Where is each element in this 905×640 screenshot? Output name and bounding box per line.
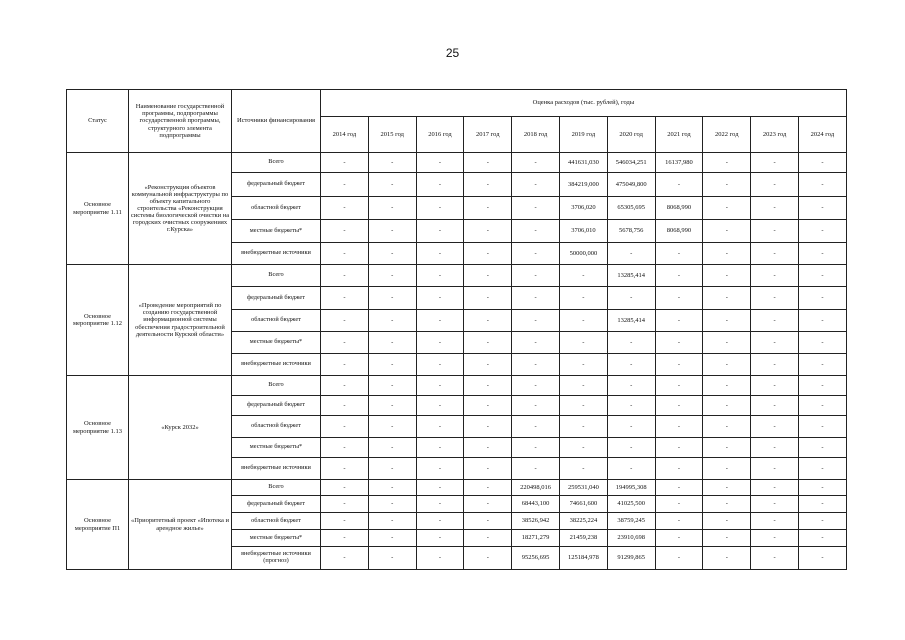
value-cell: - [321, 496, 369, 513]
value-cell: - [798, 173, 846, 197]
value-cell: - [512, 396, 560, 416]
value-cell: - [655, 496, 703, 513]
value-cell: - [368, 173, 416, 197]
value-cell: - [368, 265, 416, 287]
value-cell: - [416, 547, 464, 570]
program-name-cell: «Приоритетный проект «Ипотека и арендное жилье» [129, 480, 232, 570]
value-cell: - [703, 243, 751, 265]
value-cell: - [703, 496, 751, 513]
value-cell: - [751, 354, 799, 376]
value-cell: - [559, 265, 607, 287]
value-cell: - [751, 332, 799, 354]
value-cell: - [559, 354, 607, 376]
value-cell: - [464, 173, 512, 197]
value-cell: - [703, 197, 751, 220]
value-cell: - [368, 287, 416, 310]
value-cell: 68443,100 [512, 496, 560, 513]
value-cell: - [703, 396, 751, 416]
value-cell: - [321, 310, 369, 332]
value-cell: 38526,942 [512, 513, 560, 530]
value-cell: - [416, 287, 464, 310]
value-cell: 125184,978 [559, 547, 607, 570]
value-cell: - [321, 153, 369, 173]
value-cell: - [512, 197, 560, 220]
value-cell: - [751, 197, 799, 220]
value-cell: - [703, 458, 751, 480]
value-cell: - [655, 287, 703, 310]
value-cell: - [416, 530, 464, 547]
value-cell: - [559, 438, 607, 458]
status-cell: Основное мероприятие 1.12 [67, 265, 129, 376]
value-cell: - [368, 513, 416, 530]
value-cell: - [751, 496, 799, 513]
program-name-cell: «Реконструкция объектов коммунальной инфраструктуры по объекту капитального строительства «Реконструкция системы биологической очистки на городских очистных сооружениях г.Курска» [129, 153, 232, 265]
value-cell: 74661,600 [559, 496, 607, 513]
value-cell: - [464, 220, 512, 243]
value-cell: 475049,800 [607, 173, 655, 197]
value-cell: - [464, 396, 512, 416]
value-cell: - [368, 496, 416, 513]
funding-source-cell: областной бюджет [232, 197, 321, 220]
value-cell: - [512, 287, 560, 310]
header-year: 2024 год [798, 117, 846, 153]
value-cell: 5678,756 [607, 220, 655, 243]
status-cell: Основное мероприятие П1 [67, 480, 129, 570]
funding-source-cell: Всего [232, 265, 321, 287]
funding-source-cell: местные бюджеты* [232, 332, 321, 354]
program-name-cell: «Проведение мероприятий по созданию государственной информационной системы обеспечения градостроительной деятельности Курской области» [129, 265, 232, 376]
value-cell: - [416, 438, 464, 458]
value-cell: - [798, 416, 846, 438]
value-cell: - [607, 396, 655, 416]
value-cell: - [416, 376, 464, 396]
value-cell: - [559, 376, 607, 396]
header-year: 2022 год [703, 117, 751, 153]
value-cell: - [751, 416, 799, 438]
value-cell: - [512, 354, 560, 376]
value-cell: 65305,695 [607, 197, 655, 220]
value-cell: - [703, 480, 751, 496]
value-cell: - [321, 173, 369, 197]
value-cell: 95256,695 [512, 547, 560, 570]
value-cell: - [368, 197, 416, 220]
value-cell: - [703, 173, 751, 197]
value-cell: - [416, 332, 464, 354]
funding-source-cell: внебюджетные источники [232, 354, 321, 376]
value-cell: - [751, 243, 799, 265]
value-cell: - [416, 173, 464, 197]
funding-source-cell: областной бюджет [232, 310, 321, 332]
value-cell: - [416, 496, 464, 513]
value-cell: 16137,980 [655, 153, 703, 173]
value-cell: - [464, 496, 512, 513]
value-cell: - [368, 458, 416, 480]
value-cell: 3706,010 [559, 220, 607, 243]
value-cell: - [703, 547, 751, 570]
table-row [67, 480, 847, 496]
value-cell: - [751, 310, 799, 332]
header-year: 2014 год [321, 117, 369, 153]
funding-source-cell: областной бюджет [232, 416, 321, 438]
value-cell: - [798, 197, 846, 220]
funding-source-cell: Всего [232, 376, 321, 396]
funding-source-cell: федеральный бюджет [232, 496, 321, 513]
value-cell: - [416, 265, 464, 287]
header-year: 2019 год [559, 117, 607, 153]
value-cell: - [416, 197, 464, 220]
value-cell: - [321, 396, 369, 416]
header-year: 2018 год [512, 117, 560, 153]
header-status: Статус [67, 90, 129, 153]
value-cell: - [464, 243, 512, 265]
value-cell: - [655, 547, 703, 570]
value-cell: - [798, 496, 846, 513]
value-cell: - [512, 416, 560, 438]
value-cell: - [751, 376, 799, 396]
value-cell: - [464, 530, 512, 547]
value-cell: 259531,040 [559, 480, 607, 496]
header-year: 2017 год [464, 117, 512, 153]
value-cell: - [368, 243, 416, 265]
value-cell: - [512, 438, 560, 458]
value-cell: - [607, 438, 655, 458]
value-cell: - [655, 173, 703, 197]
value-cell: - [416, 153, 464, 173]
value-cell: 91299,865 [607, 547, 655, 570]
value-cell: - [703, 438, 751, 458]
value-cell: 3706,020 [559, 197, 607, 220]
value-cell: - [607, 354, 655, 376]
value-cell: - [798, 287, 846, 310]
funding-source-cell: внебюджетные источники (прогноз) [232, 547, 321, 570]
value-cell: - [512, 265, 560, 287]
funding-source-cell: местные бюджеты* [232, 530, 321, 547]
value-cell: 8068,990 [655, 220, 703, 243]
page-number: 25 [445, 46, 460, 60]
value-cell: - [416, 416, 464, 438]
value-cell: - [464, 458, 512, 480]
value-cell: - [464, 197, 512, 220]
header-program-name: Наименование государственной программы, подпрограммы государственной программы, структурного элемента подпрограммы [129, 90, 232, 153]
header-year: 2015 год [368, 117, 416, 153]
value-cell: - [798, 513, 846, 530]
value-cell: - [464, 438, 512, 458]
value-cell: - [512, 243, 560, 265]
value-cell: - [655, 513, 703, 530]
value-cell: - [512, 310, 560, 332]
value-cell: - [751, 530, 799, 547]
value-cell: - [368, 530, 416, 547]
value-cell: - [464, 376, 512, 396]
value-cell: - [368, 354, 416, 376]
value-cell: - [703, 265, 751, 287]
value-cell: - [751, 287, 799, 310]
value-cell: 23910,698 [607, 530, 655, 547]
value-cell: - [751, 547, 799, 570]
value-cell: - [464, 547, 512, 570]
funding-source-cell: местные бюджеты* [232, 438, 321, 458]
header-year: 2016 год [416, 117, 464, 153]
value-cell: - [751, 173, 799, 197]
value-cell: - [321, 438, 369, 458]
value-cell: - [321, 354, 369, 376]
value-cell: 38225,224 [559, 513, 607, 530]
value-cell: - [464, 480, 512, 496]
value-cell: - [798, 243, 846, 265]
value-cell: - [416, 354, 464, 376]
value-cell: - [655, 480, 703, 496]
value-cell: - [798, 530, 846, 547]
header-expenses-title: Оценка расходов (тыс. рублей), годы [321, 90, 847, 117]
value-cell: 546034,251 [607, 153, 655, 173]
funding-source-cell: федеральный бюджет [232, 396, 321, 416]
value-cell: - [751, 458, 799, 480]
value-cell: - [798, 332, 846, 354]
value-cell: - [703, 287, 751, 310]
value-cell: - [655, 265, 703, 287]
value-cell: - [321, 265, 369, 287]
value-cell: - [368, 220, 416, 243]
value-cell: 194995,308 [607, 480, 655, 496]
value-cell: - [368, 438, 416, 458]
value-cell: - [607, 243, 655, 265]
value-cell: - [559, 458, 607, 480]
value-cell: - [703, 416, 751, 438]
expenses-table [66, 89, 847, 570]
status-cell: Основное мероприятие 1.11 [67, 153, 129, 265]
table-body [67, 153, 847, 570]
value-cell: - [751, 153, 799, 173]
value-cell: - [416, 310, 464, 332]
value-cell: 220498,016 [512, 480, 560, 496]
value-cell: - [655, 458, 703, 480]
value-cell: - [607, 376, 655, 396]
funding-source-cell: Всего [232, 153, 321, 173]
value-cell: - [655, 416, 703, 438]
value-cell: - [416, 480, 464, 496]
value-cell: 41025,500 [607, 496, 655, 513]
value-cell: 50000,000 [559, 243, 607, 265]
value-cell: - [607, 332, 655, 354]
value-cell: - [464, 287, 512, 310]
value-cell: - [321, 480, 369, 496]
value-cell: - [512, 458, 560, 480]
value-cell: - [321, 458, 369, 480]
value-cell: - [703, 376, 751, 396]
value-cell: - [559, 287, 607, 310]
value-cell: - [512, 220, 560, 243]
funding-source-cell: Всего [232, 480, 321, 496]
value-cell: 21459,238 [559, 530, 607, 547]
value-cell: - [798, 438, 846, 458]
value-cell: - [559, 396, 607, 416]
value-cell: - [798, 396, 846, 416]
value-cell: - [321, 332, 369, 354]
value-cell: - [464, 265, 512, 287]
header-year: 2021 год [655, 117, 703, 153]
value-cell: - [321, 197, 369, 220]
value-cell: 8068,990 [655, 197, 703, 220]
value-cell: - [416, 220, 464, 243]
value-cell: - [655, 376, 703, 396]
table-row [67, 153, 847, 173]
value-cell: - [655, 310, 703, 332]
value-cell: - [416, 458, 464, 480]
value-cell: - [321, 376, 369, 396]
value-cell: - [464, 153, 512, 173]
value-cell: - [703, 530, 751, 547]
value-cell: - [416, 396, 464, 416]
value-cell: - [512, 376, 560, 396]
value-cell: - [512, 153, 560, 173]
value-cell: - [655, 354, 703, 376]
value-cell: - [464, 416, 512, 438]
value-cell: - [751, 513, 799, 530]
value-cell: 384219,000 [559, 173, 607, 197]
value-cell: - [655, 530, 703, 547]
table-row [67, 376, 847, 396]
value-cell: - [751, 220, 799, 243]
value-cell: - [798, 220, 846, 243]
value-cell: - [464, 310, 512, 332]
value-cell: - [655, 332, 703, 354]
value-cell: - [751, 438, 799, 458]
value-cell: - [751, 480, 799, 496]
header-sources: Источники финансирования [232, 90, 321, 153]
value-cell: 18271,279 [512, 530, 560, 547]
value-cell: - [321, 547, 369, 570]
value-cell: - [416, 243, 464, 265]
value-cell: - [368, 480, 416, 496]
value-cell: - [798, 458, 846, 480]
value-cell: - [607, 458, 655, 480]
funding-source-cell: федеральный бюджет [232, 287, 321, 310]
value-cell: 13285,414 [607, 310, 655, 332]
value-cell: - [798, 265, 846, 287]
value-cell: - [321, 287, 369, 310]
table-row [67, 265, 847, 287]
funding-source-cell: внебюджетные источники [232, 458, 321, 480]
value-cell: - [798, 480, 846, 496]
value-cell: - [416, 513, 464, 530]
value-cell: - [559, 332, 607, 354]
value-cell: - [368, 376, 416, 396]
value-cell: - [655, 243, 703, 265]
status-cell: Основное мероприятие 1.13 [67, 376, 129, 480]
funding-source-cell: областной бюджет [232, 513, 321, 530]
value-cell: - [607, 287, 655, 310]
value-cell: - [368, 416, 416, 438]
value-cell: - [464, 513, 512, 530]
value-cell: - [559, 416, 607, 438]
value-cell: - [368, 547, 416, 570]
value-cell: - [703, 220, 751, 243]
value-cell: - [464, 354, 512, 376]
value-cell: - [512, 173, 560, 197]
value-cell: - [798, 376, 846, 396]
value-cell: - [368, 153, 416, 173]
value-cell: - [559, 310, 607, 332]
value-cell: - [321, 530, 369, 547]
funding-source-cell: федеральный бюджет [232, 173, 321, 197]
funding-source-cell: внебюджетные источники [232, 243, 321, 265]
value-cell: - [798, 153, 846, 173]
value-cell: - [321, 243, 369, 265]
value-cell: - [703, 332, 751, 354]
value-cell: - [321, 416, 369, 438]
value-cell: 13285,414 [607, 265, 655, 287]
value-cell: - [607, 416, 655, 438]
value-cell: - [798, 310, 846, 332]
value-cell: - [321, 220, 369, 243]
value-cell: - [751, 396, 799, 416]
funding-source-cell: местные бюджеты* [232, 220, 321, 243]
value-cell: - [703, 513, 751, 530]
value-cell: 38759,245 [607, 513, 655, 530]
value-cell: - [512, 332, 560, 354]
value-cell: - [368, 332, 416, 354]
value-cell: - [464, 332, 512, 354]
header-year: 2023 год [751, 117, 799, 153]
header-year: 2020 год [607, 117, 655, 153]
value-cell: - [368, 396, 416, 416]
value-cell: - [751, 265, 799, 287]
value-cell: - [798, 547, 846, 570]
table-header-row [67, 90, 847, 117]
value-cell: - [368, 310, 416, 332]
value-cell: 441631,030 [559, 153, 607, 173]
value-cell: - [798, 354, 846, 376]
value-cell: - [703, 354, 751, 376]
value-cell: - [655, 396, 703, 416]
value-cell: - [703, 153, 751, 173]
value-cell: - [655, 438, 703, 458]
program-name-cell: «Курск 2032» [129, 376, 232, 480]
value-cell: - [703, 310, 751, 332]
value-cell: - [321, 513, 369, 530]
